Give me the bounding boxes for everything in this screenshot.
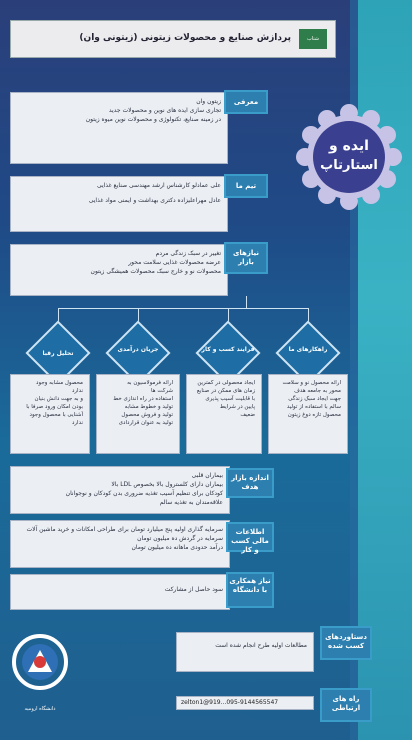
intro-line: تجاری سازی ایده های نوین و محصولات جدید [108, 107, 221, 114]
col-line: تولید به عنوان قراردادی [118, 420, 173, 426]
contact-email: zelton1@919...095-9144565547 [176, 696, 314, 710]
col-line: ارائه فرمولاسیون به [127, 380, 173, 386]
contact-label: راه های ارتباطی [322, 690, 370, 720]
rosette-line2: استارتاپ [320, 158, 378, 173]
col-line: ندارد [71, 388, 83, 394]
col-line: تولید و خطوط مشابه [124, 404, 173, 410]
col-line: شرکت ها [151, 388, 173, 394]
university-emblem [8, 628, 72, 718]
target-label: اندازه بازار هدف [228, 470, 272, 496]
competitors-box [10, 374, 90, 454]
partners-line: سود حاصل از مشارکت [164, 586, 223, 593]
process-label: فرایند کسب و کار [201, 346, 255, 353]
finance-line: درآمد حدودی ماهانه ده میلیون تومان [131, 544, 223, 551]
logo: شتاب [299, 29, 327, 49]
process-box [186, 374, 262, 454]
revenue-box [96, 374, 180, 454]
target-box [10, 466, 230, 514]
col-line: ارائه محصول نو و سلامت [282, 380, 341, 386]
achievements-box [176, 632, 314, 672]
col-line: ندارد [71, 420, 83, 426]
col-line: ایجاد محصولی در کمترین [197, 380, 255, 386]
market-line: محصولات نو و خارج سبک محصولات همیشگی زیتون [90, 268, 221, 275]
market-box [10, 244, 228, 296]
team-line: عادل مهرا‌علیزاده دکتری بهداشت و ایمنی مواد غذایی [88, 197, 221, 204]
team-box [10, 176, 228, 232]
col-line: آشنایی با محصول وجود [29, 412, 83, 418]
col-line: ضعیف [240, 412, 255, 418]
header [10, 20, 336, 58]
team-label: تیم ما [226, 176, 266, 196]
col-line: جهت ایجاد سبک زندگی [288, 396, 341, 402]
emblem-text: دانشگاه ارومیه [24, 706, 56, 712]
intro-line: زیتون وان [196, 98, 221, 105]
rosette-badge [296, 104, 402, 210]
achievements-line: مطالعات اولیه طرح انجام شده است [215, 642, 307, 649]
col-line: محصول مشابه وجود [36, 380, 83, 386]
col-line: محور به جامعه هدف [294, 388, 341, 394]
target-line: بیماران دارای کلسترول بالا بخصوص LDL بالا [111, 481, 223, 488]
col-line: زمان های ممکن در صنایع [196, 388, 255, 394]
partners-box [10, 574, 230, 610]
col-line: با قابلیت آسیب پذیری [205, 396, 255, 402]
col-line: تولید و فروش محصول [121, 412, 173, 418]
market-line: تغییر در سبک زندگی مردم [155, 250, 221, 257]
solutions-box [268, 374, 348, 454]
rosette-line1: ایده و [329, 138, 369, 154]
finance-line: سرمایه گذاری اولیه پنج میلیارد تومان برای طراحی امکانات و خرید ماشین آلات [26, 526, 223, 533]
intro-label: معرفی [226, 92, 266, 112]
finance-label: اطلاعات مالی کسب و کار [228, 524, 272, 550]
target-line: بیماران قلبی [191, 472, 223, 479]
finance-line: سرمایه در گردش ده میلیون تومان [137, 535, 223, 542]
col-line: بودن امکان ورود صرفا با [26, 404, 83, 410]
target-line: کودکان برای تنظیم آسیب تغذیه ضروری بدن کودکان و نوجوانان [65, 490, 223, 497]
market-line: عرضه محصولات غذایی سلامت محور [128, 259, 221, 266]
competitors-label: تحلیل رقبا [42, 350, 74, 357]
intro-line: در زمینه صنایع، تکنولوژی و محصولات نوین میوه زیتون [85, 116, 221, 123]
col-line: سالم با استفاده از تولید [286, 404, 341, 410]
col-line: محصول تازه دوغ زیتون [287, 412, 341, 418]
achievements-label: دستاوردهای کسب شده [322, 628, 370, 658]
connector [246, 296, 247, 308]
partners-label: نیاز همکاری با دانشگاه [228, 574, 272, 606]
intro-box [10, 92, 228, 164]
poster-title: پردازش صنایع و محصولات زیتونی (زیتونی وان) [79, 33, 291, 43]
col-line: و به جهت دانش بنیان [34, 396, 83, 402]
target-line: علاقه‌مندان به تغذیه سالم [159, 499, 223, 506]
team-line: علی عماد‌لو کارشناس ارشد مهندسی صنایع غذایی [97, 182, 221, 189]
col-line: پایین در شرایط [219, 404, 255, 410]
connector [58, 308, 308, 309]
market-label: نیازهای بازار [226, 244, 266, 272]
finance-box [10, 520, 230, 568]
solutions-label: راهکارهای ما [288, 346, 328, 353]
revenue-label: جریان درآمدی [117, 346, 159, 353]
col-line: استفاده در راه اندازی خط [113, 396, 173, 402]
